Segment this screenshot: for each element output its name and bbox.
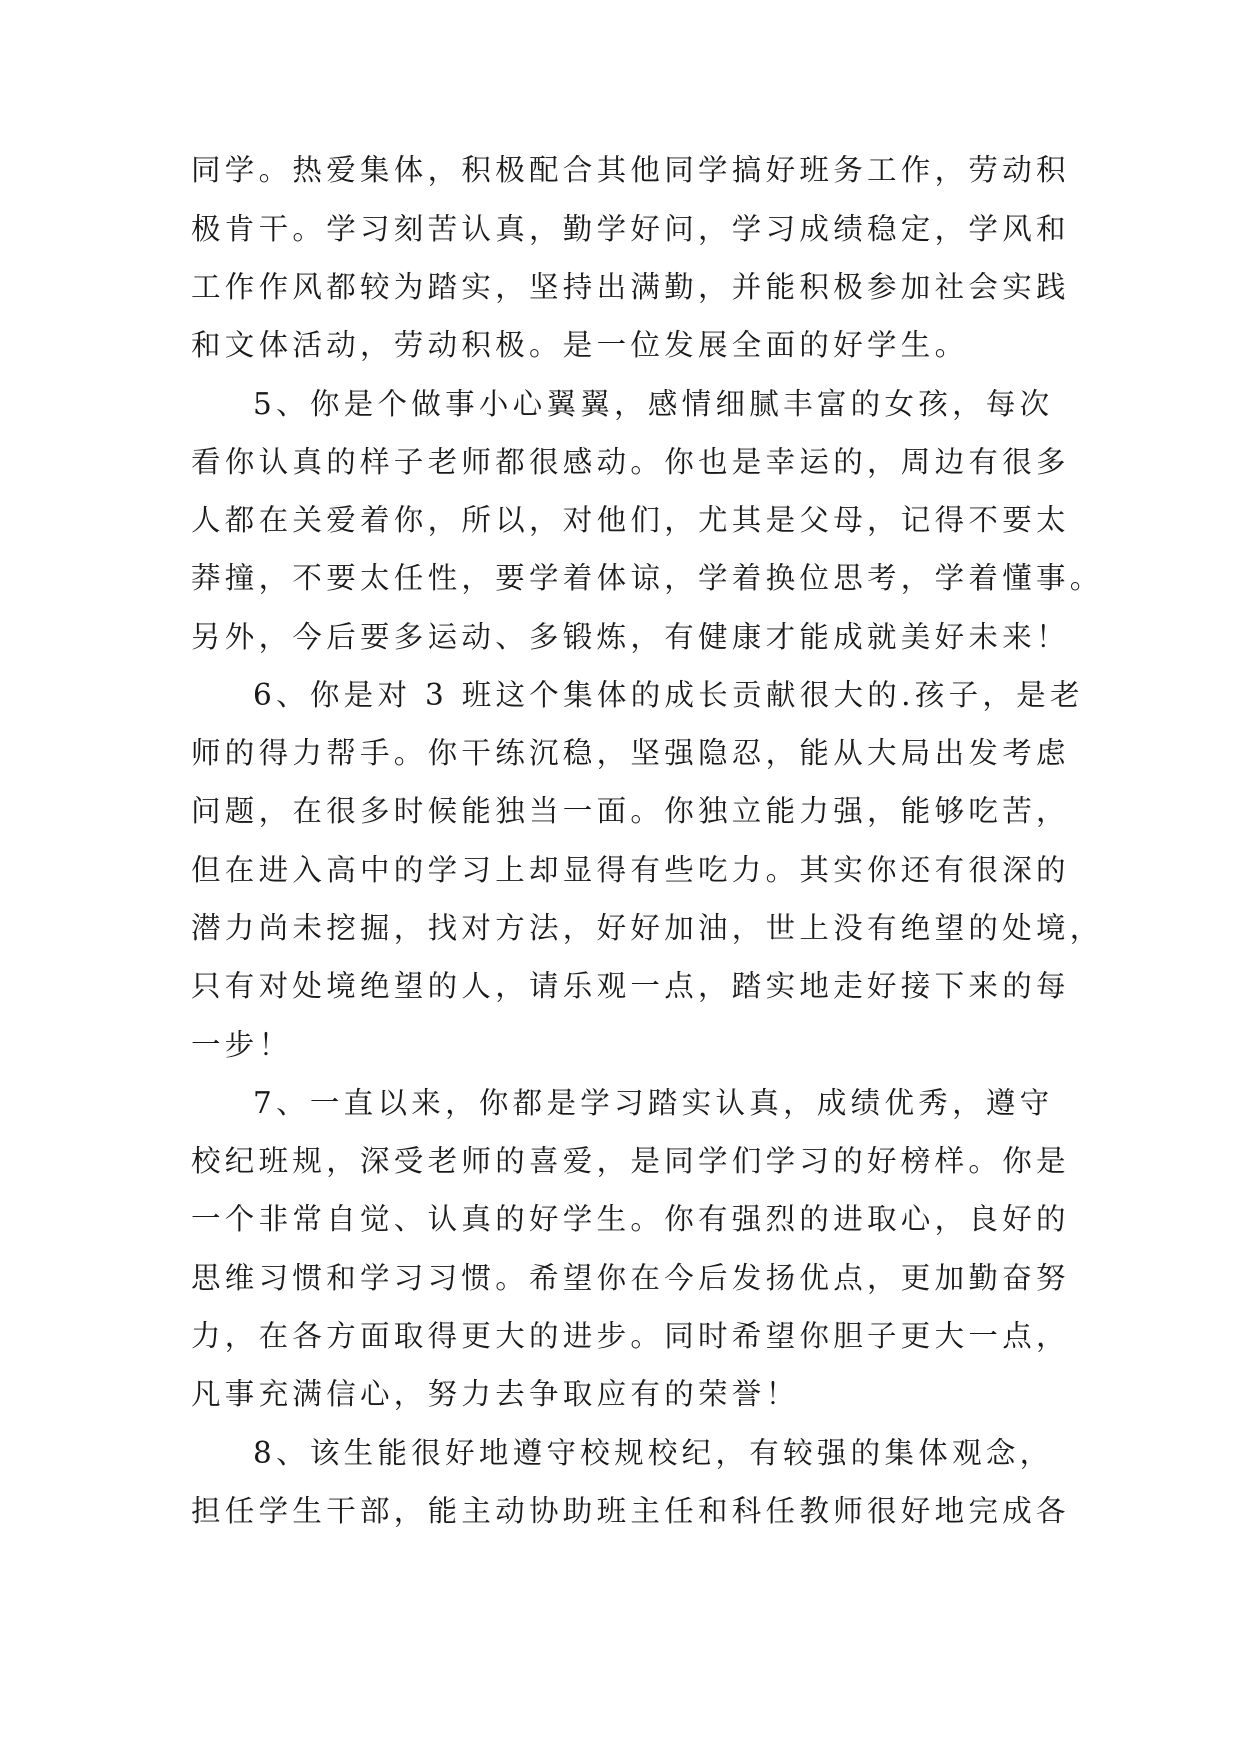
text-line: 力，在各方面取得更大的进步。同时希望你胆子更大一点， — [191, 1319, 1070, 1353]
text-line: 问题，在很多时候能独当一面。你独立能力强，能够吃苦， — [191, 794, 1070, 828]
text-line: 工作作风都较为踏实，坚持出满勤，并能积极参加社会实践 — [191, 270, 1070, 304]
text-line: 人都在关爱着你，所以，对他们，尤其是父母，记得不要太 — [191, 503, 1070, 537]
text-line: 极肯干。学习刻苦认真，勤学好问，学习成绩稳定，学风和 — [191, 212, 1070, 246]
text-line: 莽撞，不要太任性，要学着体谅，学着换位思考，学着懂事。 — [191, 561, 1104, 595]
text-line: 校纪班规，深受老师的喜爱，是同学们学习的好榜样。你是 — [191, 1144, 1070, 1178]
text-line: 同学。热爱集体，积极配合其他同学搞好班务工作，劳动积 — [191, 153, 1070, 187]
text-line: 潜力尚未挖掘，找对方法，好好加油，世上没有绝望的处境， — [191, 911, 1104, 945]
text-line: 只有对处境绝望的人，请乐观一点，踏实地走好接下来的每 — [191, 969, 1070, 1003]
paragraph-8-first-line: 8、该生能很好地遵守校规校纪，有较强的集体观念， — [253, 1436, 1054, 1470]
text-line: 和文体活动，劳动积极。是一位发展全面的好学生。 — [191, 328, 969, 362]
text-line: 师的得力帮手。你干练沉稳，坚强隐忍，能从大局出发考虑 — [191, 736, 1070, 770]
text-line: 一个非常自觉、认真的好学生。你有强烈的进取心，良好的 — [191, 1202, 1070, 1236]
text-line: 思维习惯和学习习惯。希望你在今后发扬优点，更加勤奋努 — [191, 1261, 1070, 1295]
paragraph-5-first-line: 5、你是个做事小心翼翼，感情细腻丰富的女孩，每次 — [253, 387, 1054, 421]
text-line: 凡事充满信心，努力去争取应有的荣誉！ — [191, 1377, 800, 1411]
text-line: 看你认真的样子老师都很感动。你也是幸运的，周边有很多 — [191, 445, 1070, 479]
text-line: 另外，今后要多运动、多锻炼，有健康才能成就美好未来！ — [191, 620, 1070, 654]
text-line: 一步！ — [191, 1028, 293, 1062]
paragraph-7-first-line: 7、一直以来，你都是学习踏实认真，成绩优秀，遵守 — [253, 1086, 1054, 1120]
text-line: 但在进入高中的学习上却显得有些吃力。其实你还有很深的 — [191, 853, 1070, 887]
paragraph-6-first-line: 6、你是对 3 班这个集体的成长贡献很大的.孩子，是老 — [253, 678, 1084, 712]
text-line: 担任学生干部，能主动协助班主任和科任教师很好地完成各 — [191, 1494, 1070, 1528]
